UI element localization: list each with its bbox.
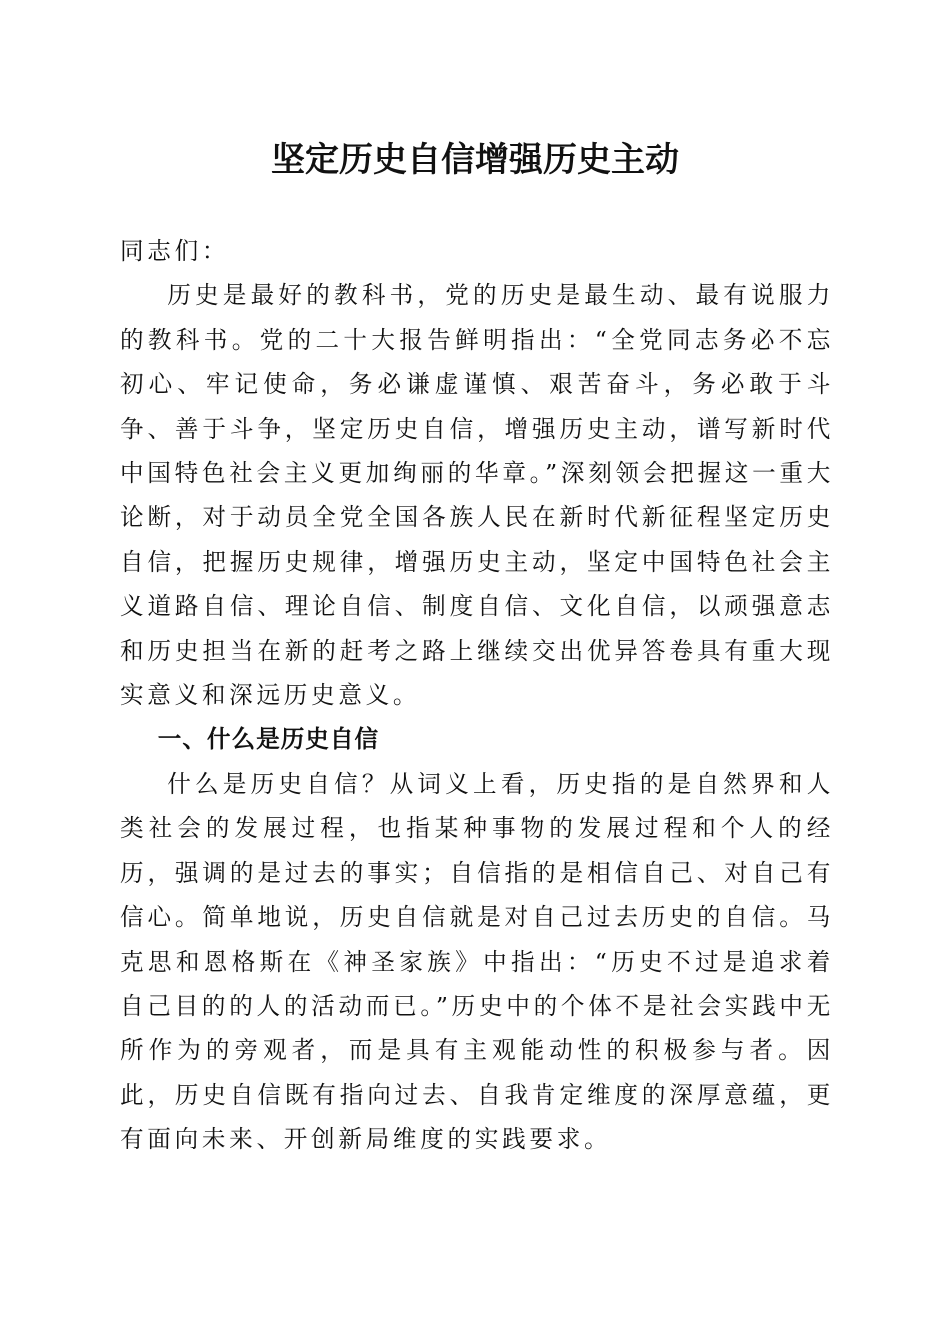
paragraph-section-1: 什么是历史自信？从词义上看，历史指的是自然界和人类社会的发展过程，也指某种事物的发展过程和个人的经历，强调的是过去的事实；自信指的是相信自己、对自己有信心。简单地说，历史自信就是对自己过去历史的自信。马克思和恩格斯在《神圣家族》中指出：“历史不过是追求着自己目的的人的活动而已。”历史中的个体不是社会实践中无所作为的旁观者，而是具有主观能动性的积极参与者。因此，历史自信既有指向过去、自我肯定维度的深厚意蕴，更有面向未来、开创新局维度的实践要求。	[120, 769, 834, 1154]
section-heading: 一、什么是历史自信	[157, 725, 380, 754]
document-body	[120, 229, 834, 1162]
document-title: 坚定历史自信增强历史主动	[271, 140, 679, 180]
salutation: 同志们：	[120, 237, 230, 265]
paragraph-intro: 历史是最好的教科书，党的历史是最生动、最有说服力的教科书。党的二十大报告鲜明指出：“全党同志务必不忘初心、牢记使命，务必谦虚谨慎、艰苦奋斗，务必敢于斗争、善于斗争，坚定历史自信，增强历史主动，谱写新时代中国特色社会主义更加绚丽的华章。”深刻领会把握这一重大论断，对于动员全党全国各族人民在新时代新征程坚定历史自信，把握历史规律，增强历史主动，坚定中国特色社会主义道路自信、理论自信、制度自信、文化自信，以顽强意志和历史担当在新的赶考之路上继续交出优异答卷具有重大现实意义和深远历史意义。	[120, 281, 834, 710]
